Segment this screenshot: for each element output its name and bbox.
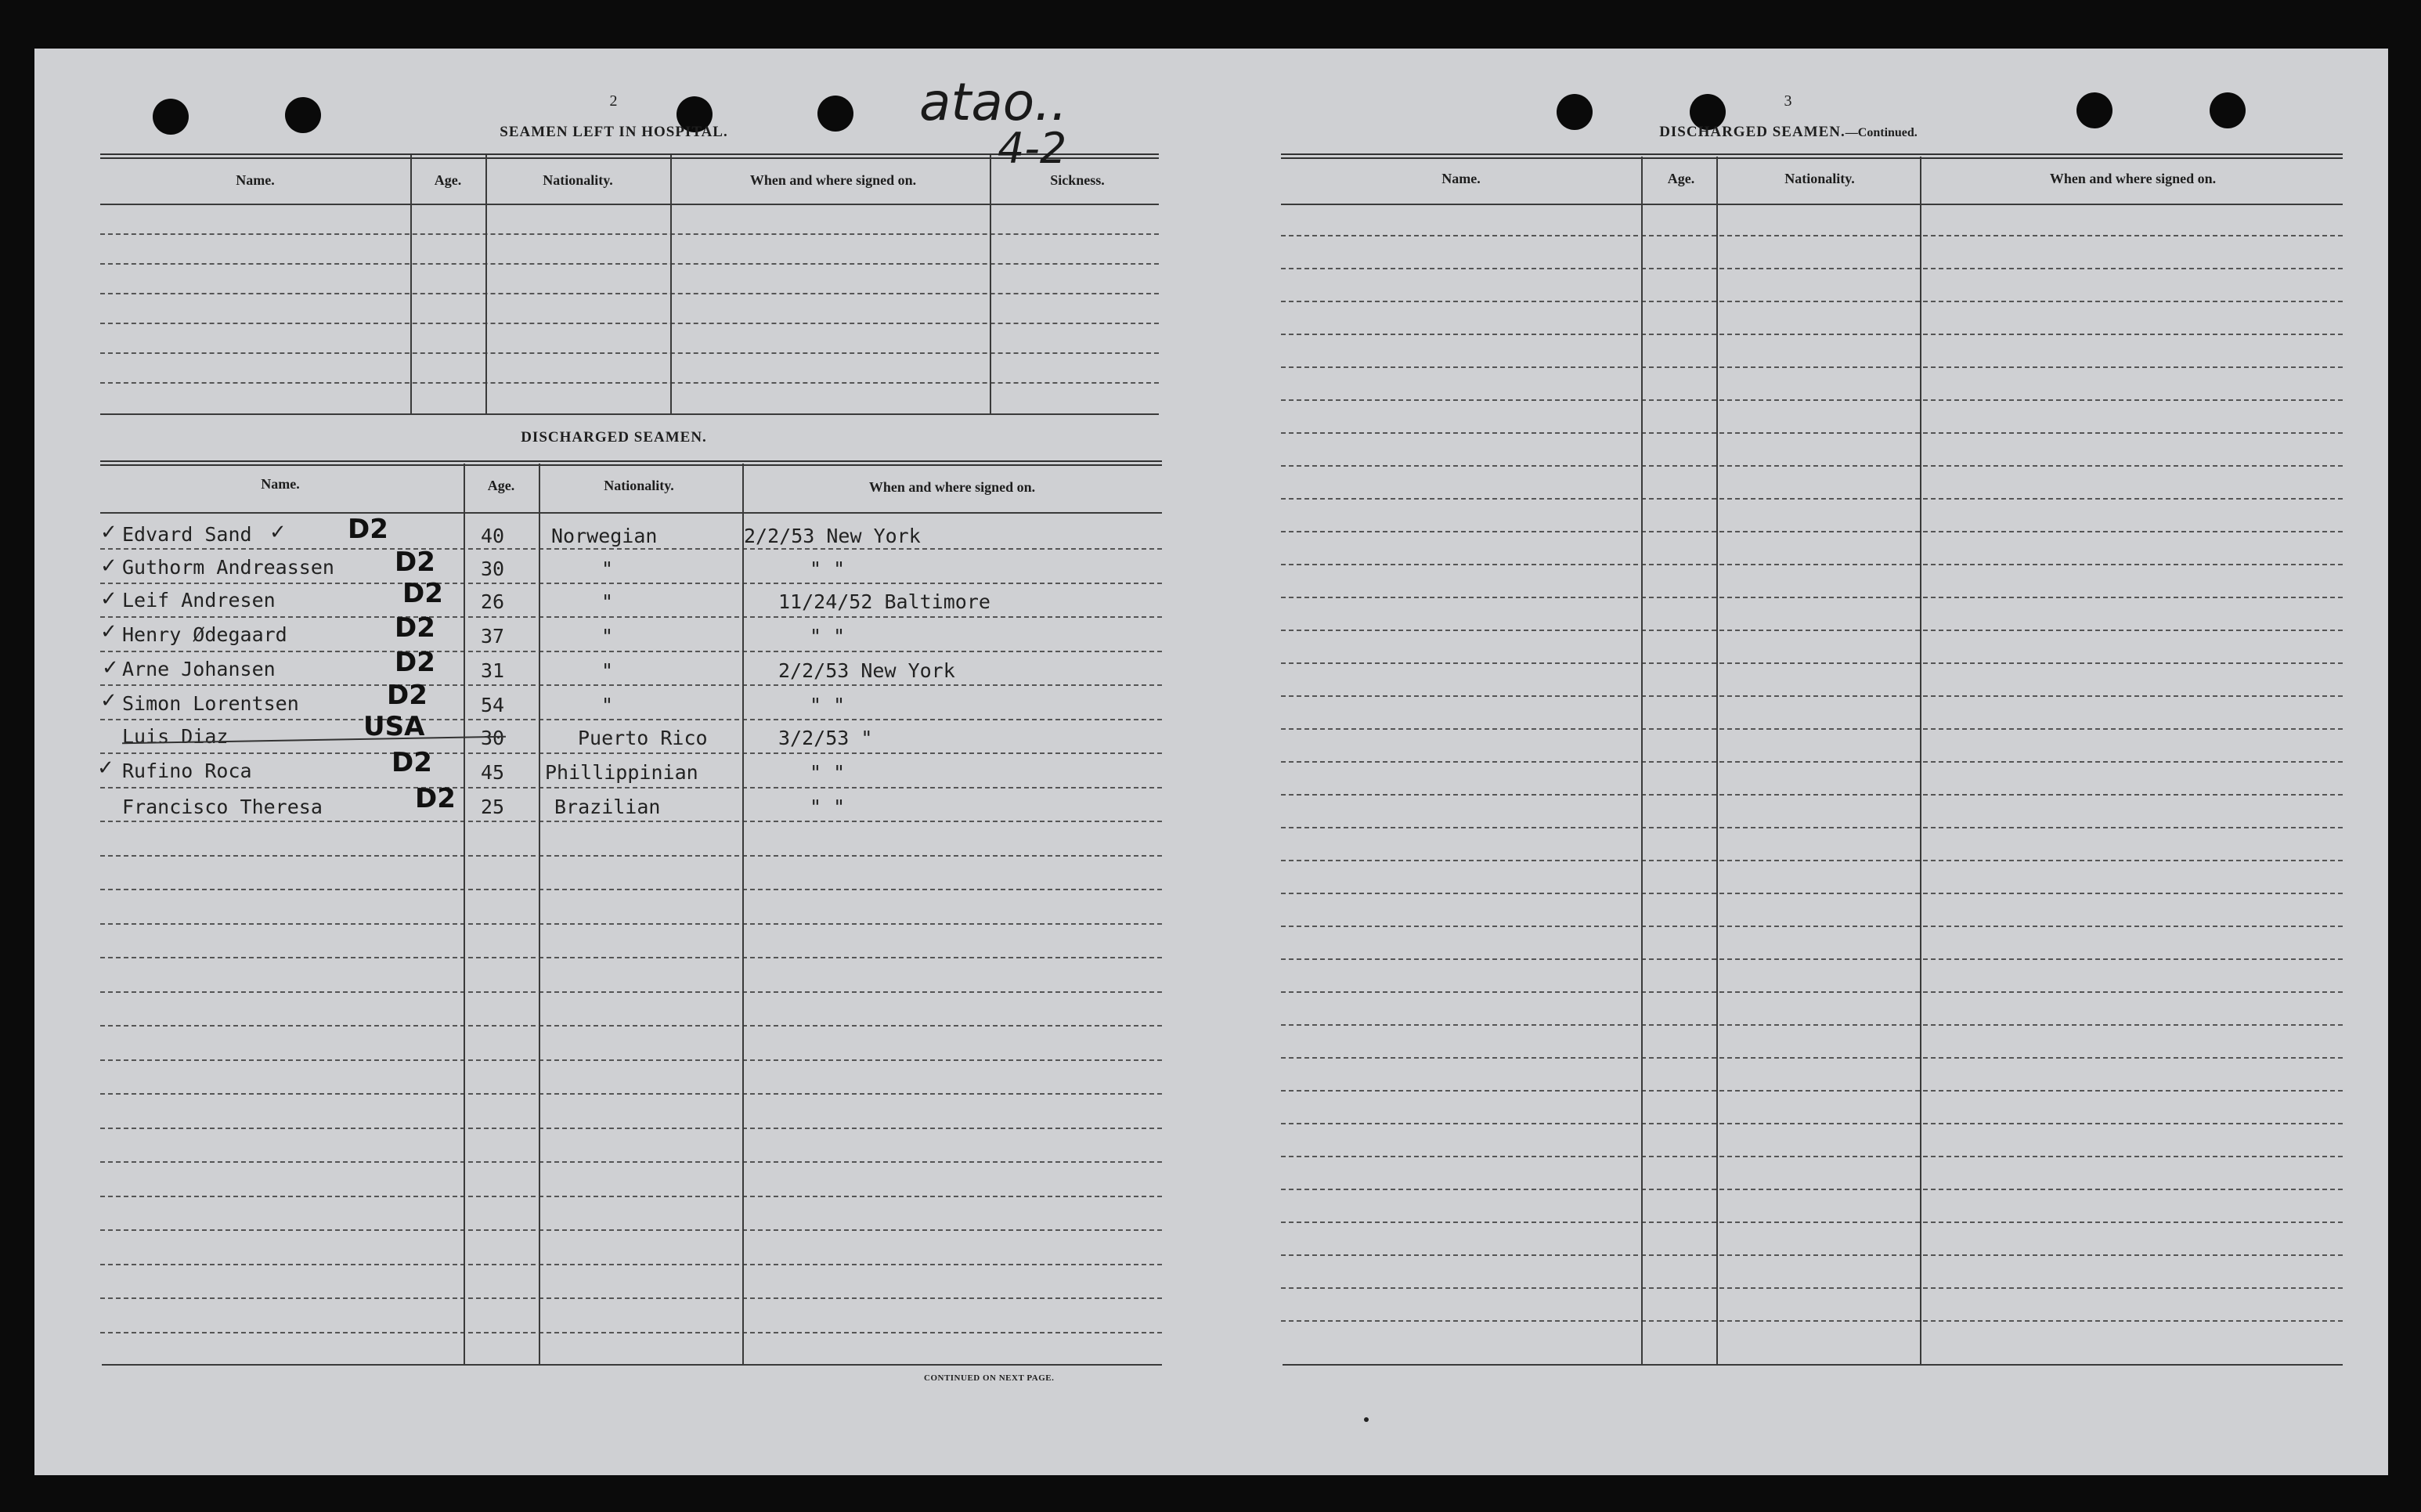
ruled-line <box>1281 827 2343 828</box>
seaman-mark: D2 <box>395 647 435 678</box>
right-section-title <box>1593 124 1984 141</box>
seaman-nationality: " <box>601 625 614 648</box>
seaman-age: 45 <box>481 761 505 784</box>
seaman-age: 40 <box>481 525 505 547</box>
ruled-line <box>100 991 1162 993</box>
ruled-line <box>100 821 1162 822</box>
seaman-signed-on: " " <box>810 625 846 648</box>
right-top-rule <box>1281 153 2343 159</box>
hospital-header-signed-on: When and where signed on. <box>749 172 917 188</box>
hospital-col-divider <box>485 155 487 413</box>
ruled-line <box>1281 531 2343 532</box>
ruled-line <box>1281 1024 2343 1026</box>
ruled-line <box>100 1025 1162 1027</box>
ruled-line <box>100 1059 1162 1061</box>
seaman-signed-on: " " <box>810 761 846 784</box>
right-title-suffix: —Continued. <box>1845 126 1918 139</box>
seaman-signed-on: 3/2/53 " <box>778 727 873 749</box>
ruled-line <box>1281 366 2343 368</box>
seaman-mark: D2 <box>402 578 443 609</box>
check-mark: ✓ <box>100 587 117 611</box>
discharged-top-rule <box>100 460 1162 466</box>
continued-footer: CONTINUED ON NEXT PAGE. <box>924 1373 1055 1383</box>
ruled-line <box>1281 761 2343 763</box>
ruled-line <box>1281 334 2343 335</box>
discharged-header-name: Name. <box>261 476 300 492</box>
right-col-divider <box>1920 157 1921 1364</box>
seaman-age: 25 <box>481 796 505 818</box>
right-header-age: Age. <box>1667 171 1695 186</box>
hospital-col-divider <box>670 155 672 413</box>
seaman-name: Henry Ødegaard <box>122 623 287 646</box>
ruled-line <box>1281 432 2343 434</box>
ruled-line <box>100 1297 1162 1299</box>
check-mark: ✓ <box>100 620 117 644</box>
punch-hole <box>2210 92 2246 128</box>
hospital-row-line <box>100 352 1159 354</box>
ruled-line <box>1281 301 2343 302</box>
ruled-line <box>1281 1222 2343 1223</box>
right-header-signed-on: When and where signed on. <box>2049 171 2217 186</box>
ruled-line <box>1281 1287 2343 1289</box>
ruled-line <box>1281 794 2343 796</box>
right-title-main: DISCHARGED SEAMEN. <box>1659 124 1846 140</box>
ruled-line <box>100 923 1162 925</box>
ruled-line <box>1281 1057 2343 1059</box>
right-bottom-rule <box>1283 1364 2343 1366</box>
seaman-name: Edvard Sand <box>122 523 252 546</box>
seaman-mark: D2 <box>387 680 428 711</box>
hospital-header-nationality: Nationality. <box>543 172 613 188</box>
discharged-col-divider <box>464 464 465 1364</box>
right-header-nationality: Nationality. <box>1784 171 1855 186</box>
ruled-line <box>1281 399 2343 401</box>
seaman-name: Francisco Theresa <box>122 796 323 818</box>
ruled-line <box>1281 958 2343 960</box>
seaman-name: Leif Andresen <box>122 589 276 612</box>
right-col-divider <box>1716 157 1718 1364</box>
seaman-nationality: " <box>601 694 614 716</box>
seaman-signed-on: 2/2/53 New York <box>778 659 955 682</box>
discharged-section-title: DISCHARGED SEAMEN. <box>521 429 707 446</box>
seaman-name: Rufino Roca <box>122 760 252 782</box>
hospital-header-sickness: Sickness. <box>1050 172 1105 188</box>
hospital-row-line <box>100 382 1159 384</box>
seaman-mark: D2 <box>415 783 456 814</box>
ruled-line <box>1281 465 2343 467</box>
ruled-line <box>1281 1189 2343 1190</box>
hospital-row-line <box>100 263 1159 265</box>
ruled-line <box>1281 991 2343 993</box>
seaman-signed-on: " " <box>810 694 846 716</box>
seaman-signed-on: " " <box>810 796 846 818</box>
seaman-nationality: Puerto Rico <box>578 727 708 749</box>
hospital-row-line <box>100 233 1159 235</box>
ruled-line <box>100 752 1162 754</box>
hospital-col-divider <box>410 155 412 413</box>
ruled-line <box>100 719 1162 720</box>
ruled-line <box>100 1093 1162 1095</box>
ruled-line <box>100 855 1162 857</box>
seaman-nationality: " <box>601 659 614 682</box>
manifest-sheet <box>34 49 2388 1475</box>
seaman-nationality: " <box>601 590 614 613</box>
seaman-mark: D2 <box>391 747 432 778</box>
discharged-header-nationality: Nationality. <box>604 478 674 493</box>
stray-dot <box>1364 1417 1369 1422</box>
ruled-line <box>100 1128 1162 1129</box>
ruled-line <box>1281 235 2343 236</box>
seaman-age: 54 <box>481 694 505 716</box>
seaman-name: Arne Johansen <box>122 658 276 680</box>
punch-hole <box>153 99 189 135</box>
punch-hole <box>1557 94 1593 130</box>
seaman-name: Guthorm Andreassen <box>122 556 334 579</box>
ruled-line <box>100 1196 1162 1197</box>
ruled-line <box>100 1264 1162 1265</box>
check-mark: ✓ <box>102 656 119 680</box>
seaman-mark: D2 <box>395 612 435 644</box>
seaman-age: 31 <box>481 659 505 682</box>
seaman-nationality: " <box>601 558 614 580</box>
ruled-line <box>1281 1090 2343 1092</box>
ruled-line <box>1281 860 2343 861</box>
ruled-line <box>100 583 1162 584</box>
seaman-signed-on: 11/24/52 Baltimore <box>778 590 990 613</box>
left-page-number: 2 <box>609 92 619 110</box>
hospital-section-title: SEAMEN LEFT IN HOSPITAL. <box>500 124 728 140</box>
ruled-line <box>1281 1254 2343 1256</box>
ruled-line <box>1281 498 2343 500</box>
right-header-name: Name. <box>1441 171 1481 186</box>
ruled-line <box>100 616 1162 618</box>
right-header-rule <box>1281 204 2343 205</box>
ruled-line <box>1281 597 2343 598</box>
discharged-header-age: Age. <box>487 478 515 493</box>
ruled-line <box>100 1332 1162 1333</box>
seaman-mark: D2 <box>348 514 388 545</box>
discharged-col-divider <box>742 464 744 1364</box>
discharged-header-signed-on: When and where signed on. <box>868 479 1036 495</box>
check-mark: ✓ <box>97 756 114 780</box>
hospital-row-line <box>100 293 1159 294</box>
discharged-col-divider <box>539 464 540 1364</box>
ruled-line <box>1281 1320 2343 1322</box>
hospital-header-name: Name. <box>236 172 275 188</box>
ruled-line <box>100 684 1162 686</box>
seaman-nationality: Brazilian <box>554 796 661 818</box>
ruled-line <box>1281 564 2343 565</box>
ruled-line <box>100 1161 1162 1163</box>
ruled-line <box>1281 662 2343 664</box>
seaman-signed-on: 2/2/53 New York <box>744 525 921 547</box>
ruled-line <box>1281 695 2343 697</box>
seaman-name: Luis Diaz <box>122 725 229 748</box>
punch-hole <box>285 97 321 133</box>
check-mark: ✓ <box>100 554 117 578</box>
handwritten-annotation: 4-2 <box>998 124 1067 173</box>
check-mark: ✓ <box>269 521 287 544</box>
ruled-line <box>1281 893 2343 894</box>
seaman-mark: D2 <box>395 547 435 578</box>
ruled-line <box>1281 926 2343 927</box>
ruled-line <box>1281 728 2343 730</box>
hospital-header-rule <box>100 204 1159 205</box>
ruled-line <box>1281 268 2343 269</box>
seaman-mark: USA <box>363 711 425 742</box>
seaman-nationality: Norwegian <box>551 525 658 547</box>
right-col-divider <box>1641 157 1643 1364</box>
hospital-bottom-rule <box>100 413 1159 415</box>
ruled-line <box>1281 1123 2343 1124</box>
seaman-name: Simon Lorentsen <box>122 692 299 715</box>
discharged-bottom-rule <box>102 1364 1162 1366</box>
hospital-row-line <box>100 323 1159 324</box>
ruled-line <box>100 1229 1162 1231</box>
hospital-col-divider <box>990 155 991 413</box>
seaman-age: 30 <box>481 558 505 580</box>
seaman-age: 30 <box>481 727 505 749</box>
seaman-age: 26 <box>481 590 505 613</box>
punch-hole <box>817 96 853 132</box>
check-mark: ✓ <box>100 689 117 713</box>
seaman-signed-on: " " <box>810 558 846 580</box>
ruled-line <box>100 957 1162 958</box>
ruled-line <box>100 889 1162 890</box>
ruled-line <box>100 787 1162 788</box>
discharged-header-rule <box>100 512 1162 514</box>
right-page-number: 3 <box>1784 92 1793 110</box>
check-mark: ✓ <box>100 521 117 544</box>
seaman-age: 37 <box>481 625 505 648</box>
punch-hole <box>2076 92 2113 128</box>
ruled-line <box>100 651 1162 652</box>
hospital-header-age: Age. <box>434 172 462 188</box>
handwritten-annotation: atao.. <box>919 72 1068 132</box>
ruled-line <box>1281 1156 2343 1157</box>
seaman-nationality: Phillippinian <box>545 761 698 784</box>
ruled-line <box>1281 630 2343 631</box>
ruled-line <box>100 548 1162 550</box>
